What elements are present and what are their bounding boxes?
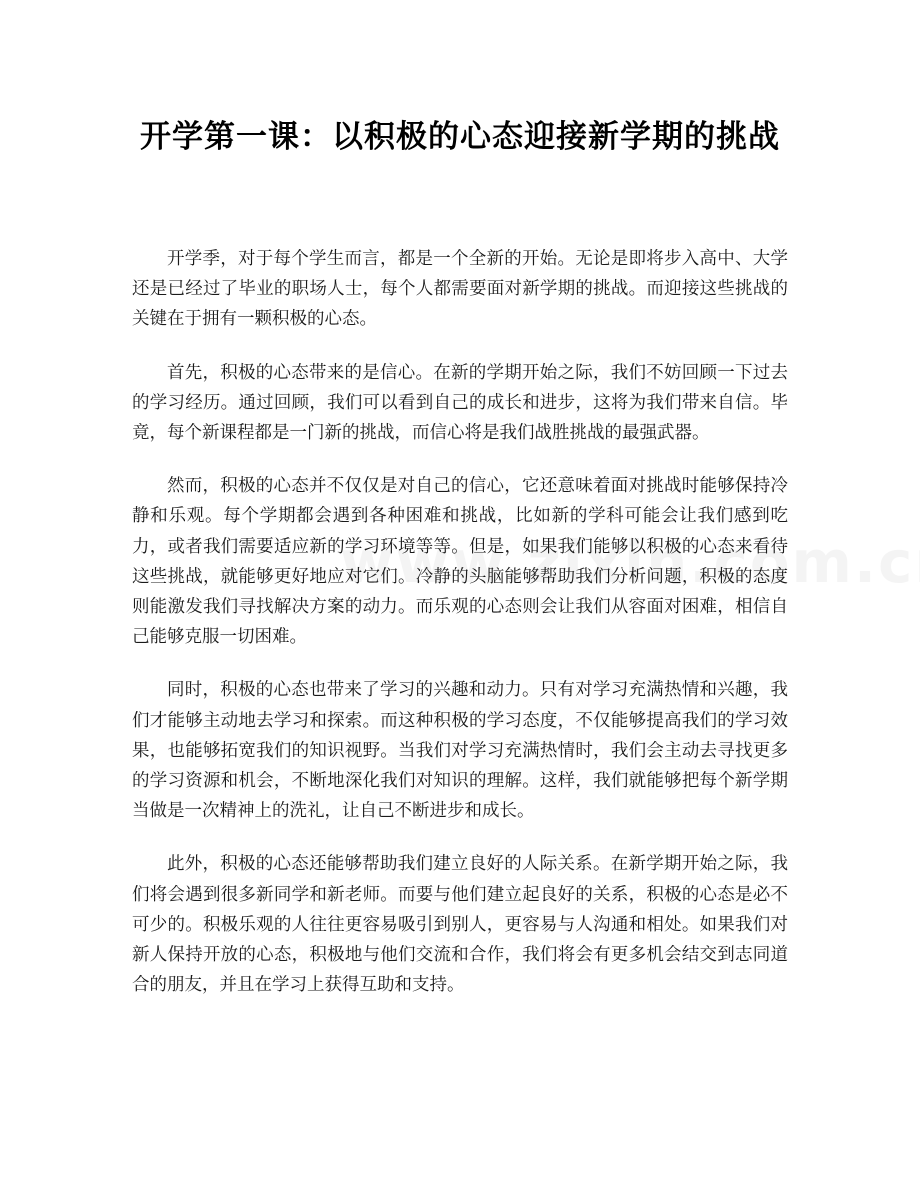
paragraph: 同时，积极的心态也带来了学习的兴趣和动力。只有对学习充满热情和兴趣，我们才能够主动地去学习和探索。而这种积极的学习态度，不仅能够提高我们的学习效果，也能够拓宽我们的知识视野。当我们对学习充满热情时，我们会主动去寻找更多的学习资源和机会，不断地深化我们对知识的理解。这样，我们就能够把每个新学期当做是一次精神上的洗礼，让自己不断进步和成长。 <box>132 680 788 822</box>
document-body <box>132 244 788 1023</box>
paragraph: 然而，积极的心态并不仅仅是对自己的信心，它还意味着面对挑战时能够保持冷静和乐观。每个学期都会遇到各种困难和挑战，比如新的学科可能会让我们感到吃力，或者我们需要适应新的学习环境等等。但是，如果我们能够以积极的心态来看待这些挑战，就能够更好地应对它们。冷静的头脑能够帮助我们分析问题，积极的态度则能激发我们寻找解决方案的动力。而乐观的心态则会让我们从容面对困难，相信自己能够克服一切困难。 <box>132 476 788 648</box>
paragraph: 此外，积极的心态还能够帮助我们建立良好的人际关系。在新学期开始之际，我们将会遇到很多新同学和新老师。而要与他们建立起良好的关系，积极的心态是必不可少的。积极乐观的人往往更容易吸引到别人，更容易与人沟通和相处。如果我们对新人保持开放的心态，积极地与他们交流和合作，我们将会有更多机会结交到志同道合的朋友，并且在学习上获得互助和支持。 <box>132 854 788 996</box>
paragraph: 首先，积极的心态带来的是信心。在新的学期开始之际，我们不妨回顾一下过去的学习经历。通过回顾，我们可以看到自己的成长和进步，这将为我们带来自信。毕竟，每个新课程都是一门新的挑战，而信心将是我们战胜挑战的最强武器。 <box>132 362 788 444</box>
document-title: 开学第一课：以积极的心态迎接新学期的挑战 <box>140 119 780 155</box>
paragraph: 开学季，对于每个学生而言，都是一个全新的开始。无论是即将步入高中、大学还是已经过了毕业的职场人士，每个人都需要面对新学期的挑战。而迎接这些挑战的关键在于拥有一颗积极的心态。 <box>132 249 788 330</box>
